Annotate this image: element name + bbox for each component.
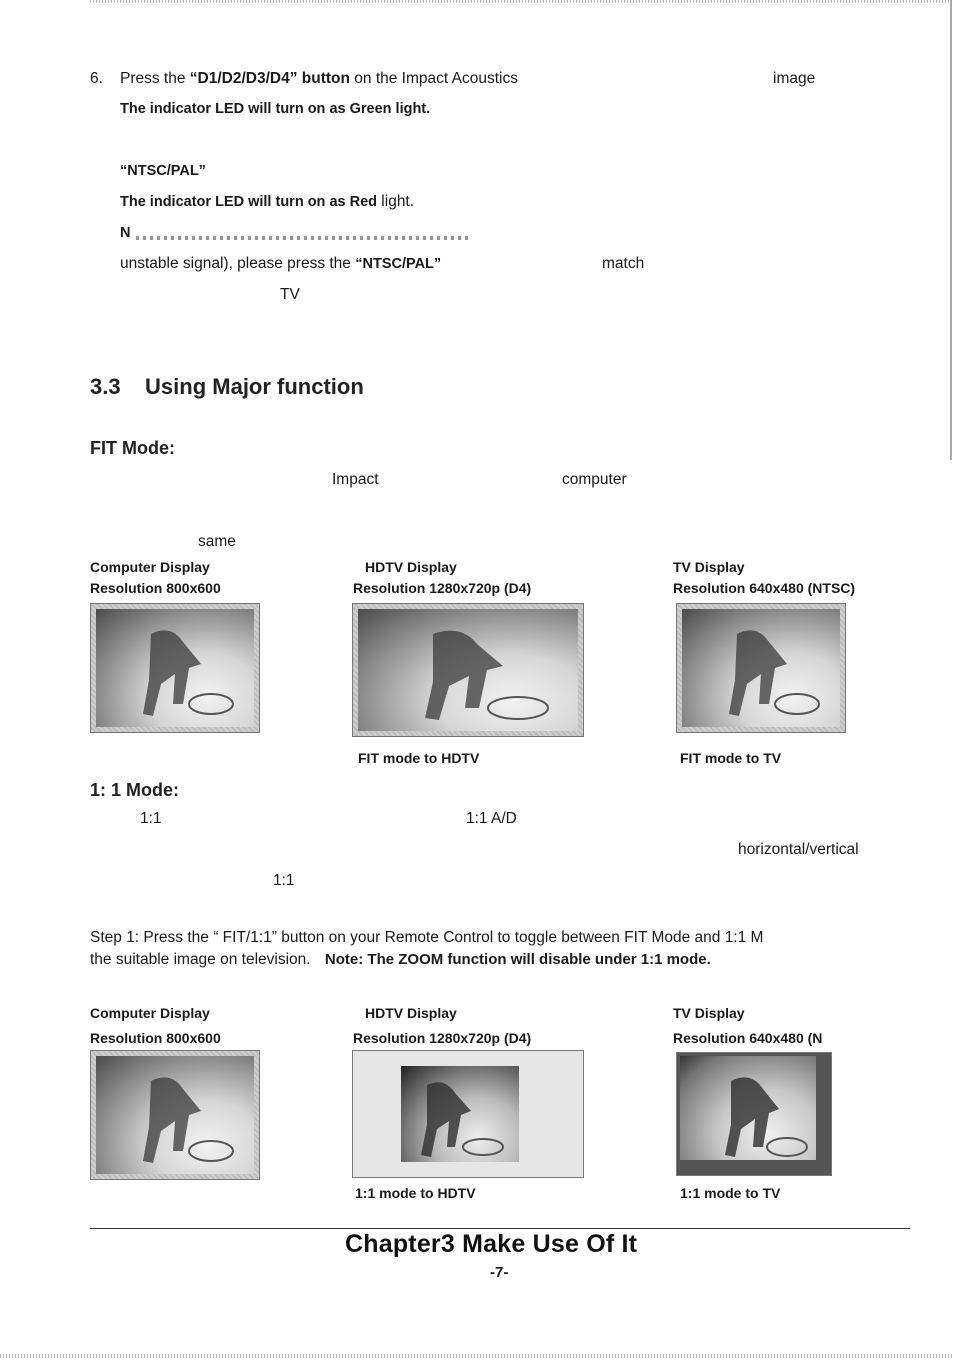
player-figure-icon [353, 1051, 583, 1177]
section-title: 3.3 Using Major function [90, 374, 364, 399]
note-obscured-line [136, 236, 472, 240]
step6-red-led-rest: light. [377, 193, 415, 210]
player-figure-icon [91, 604, 259, 732]
one-image-tv [676, 1052, 832, 1176]
one-display-res-tv: Resolution 640x480 (N [673, 1030, 823, 1046]
player-figure-icon [677, 604, 845, 732]
one-display-label-tv: TV Display [673, 1005, 745, 1021]
step6-line6-right: match [602, 255, 645, 272]
page-number: -7- [490, 1264, 509, 1281]
scan-edge-right [950, 0, 952, 460]
one-to-one-word-11ad: 1:1 A/D [466, 810, 517, 827]
step6-red-led [120, 193, 414, 211]
fit-image-tv [676, 603, 846, 733]
step6-line1-right: image [773, 70, 816, 87]
one-display-res-computer: Resolution 800x600 [90, 1030, 221, 1046]
one-caption-tv: 1:1 mode to TV [680, 1185, 781, 1201]
fit-display-label-computer: Computer Display [90, 559, 210, 575]
one-image-hdtv [352, 1050, 584, 1178]
step1-note: Note: The ZOOM function will disable under 1:1 mode. [324, 951, 711, 968]
one-display-label-hdtv: HDTV Display [365, 1005, 457, 1021]
fit-mode-heading: FIT Mode: [90, 438, 175, 458]
step6-line6 [120, 255, 441, 273]
one-to-one-word-hv: horizontal/vertical [738, 841, 859, 858]
step6-line1-suffix: on the Impact Acoustics [349, 70, 518, 87]
footer-rule [90, 1228, 910, 1229]
fit-display-res-tv: Resolution 640x480 (NTSC) [673, 580, 856, 596]
note-fragment: N [120, 225, 131, 241]
step1-line2-prefix: the suitable image on television. [90, 951, 311, 968]
fit-caption-tv: FIT mode to TV [680, 750, 782, 766]
one-to-one-heading: 1: 1 Mode: [90, 780, 180, 800]
step6-line6-bold: “NTSC/PAL” [355, 256, 442, 272]
step6-green-led: The indicator LED will turn on as Green light. [120, 101, 431, 117]
step6-line1 [120, 70, 518, 88]
one-caption-hdtv: 1:1 mode to HDTV [355, 1185, 476, 1201]
fit-display-label-tv: TV Display [673, 559, 745, 575]
one-image-computer [90, 1050, 260, 1180]
step6-line1-prefix: Press the [120, 70, 190, 87]
fit-display-label-hdtv: HDTV Display [365, 559, 457, 575]
player-figure-icon [677, 1053, 831, 1175]
step6-red-led-bold: The indicator LED will turn on as Red [120, 194, 377, 210]
one-display-label-computer: Computer Display [90, 1005, 210, 1021]
one-to-one-word-11b: 1:1 [273, 872, 295, 889]
step6-number: 6. [90, 70, 103, 87]
one-to-one-word-11: 1:1 [140, 810, 162, 827]
one-display-res-hdtv: Resolution 1280x720p (D4) [353, 1030, 532, 1046]
step6-line6-prefix: unstable signal), please press the [120, 255, 356, 272]
player-figure-icon [353, 604, 583, 736]
fit-caption-hdtv: FIT mode to HDTV [358, 750, 480, 766]
step6-line7: TV [280, 286, 300, 303]
scan-edge-top [90, 0, 954, 3]
fit-word-computer: computer [562, 471, 627, 488]
fit-display-res-hdtv: Resolution 1280x720p (D4) [353, 580, 532, 596]
step6-line1-bold: “D1/D2/D3/D4” button [189, 70, 350, 87]
fit-word-impact: Impact [332, 471, 379, 488]
fit-image-computer [90, 603, 260, 733]
scan-edge-bottom [0, 1354, 954, 1358]
step1-line2 [90, 951, 711, 969]
ntsc-pal-label: “NTSC/PAL” [120, 163, 206, 179]
step1-line1: Step 1: Press the “ FIT/1:1” button on your Remote Control to toggle between FIT Mode and 1:1 M [90, 929, 764, 946]
fit-word-same: same [198, 533, 236, 550]
fit-image-hdtv [352, 603, 584, 737]
fit-display-res-computer: Resolution 800x600 [90, 580, 221, 596]
player-figure-icon [91, 1051, 259, 1179]
chapter-title: Chapter3 Make Use Of It [345, 1230, 638, 1258]
